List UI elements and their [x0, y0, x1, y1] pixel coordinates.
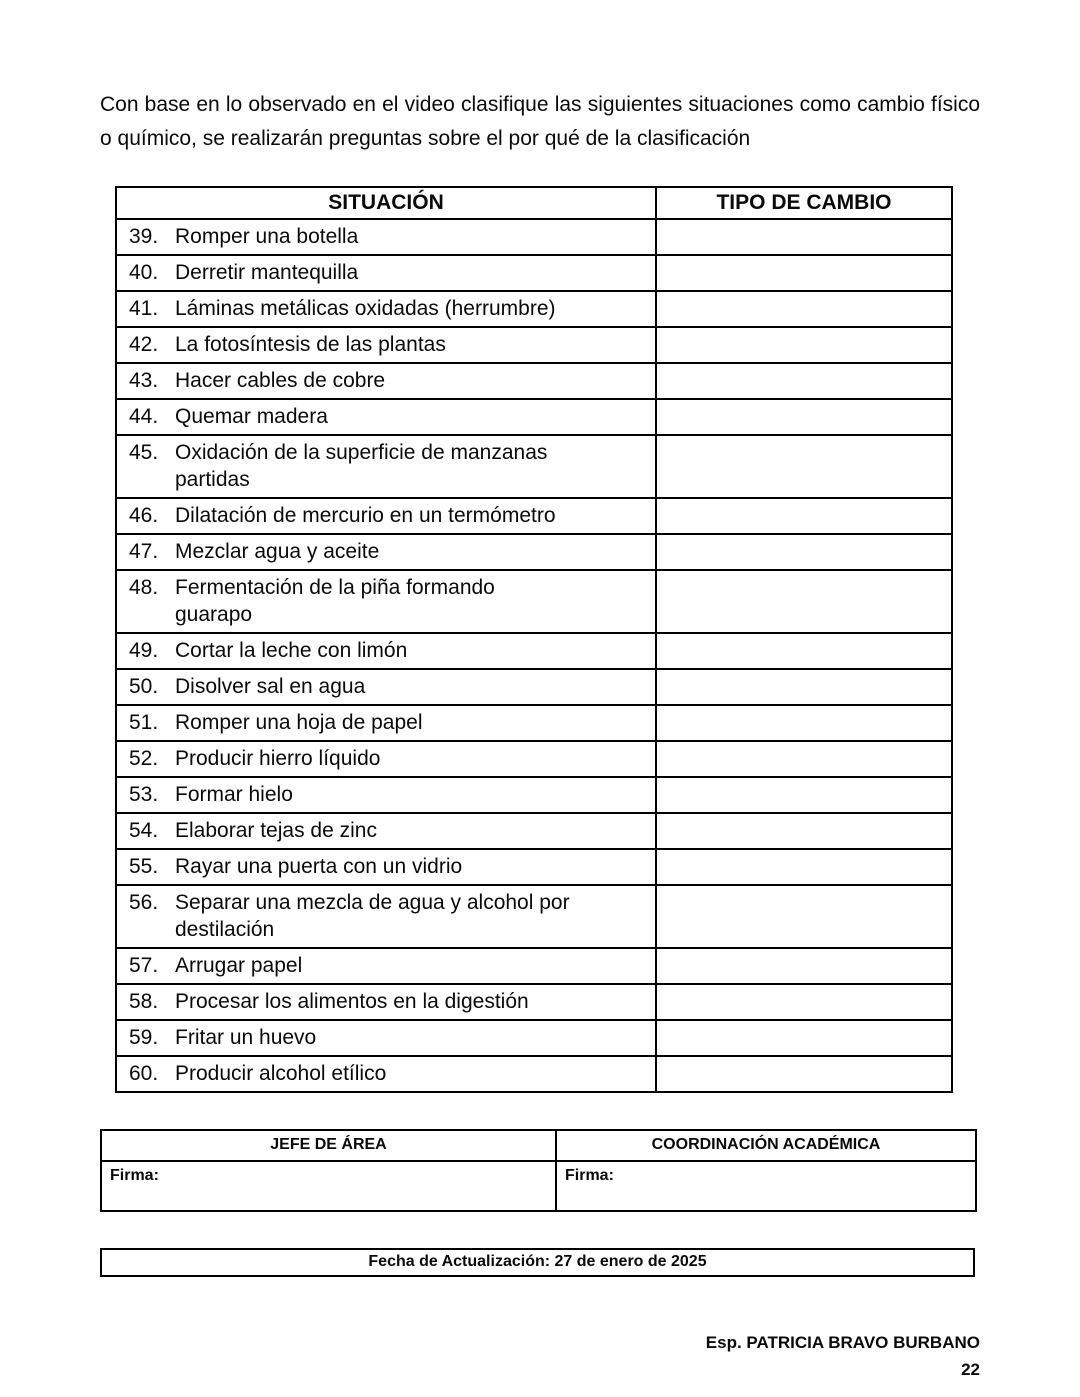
table-row [116, 741, 952, 777]
row-number: 47. [129, 540, 159, 563]
row-number: 50. [129, 675, 159, 698]
signature-header-jefe-de-area: JEFE DE ÁREA [101, 1130, 556, 1161]
table-row [116, 327, 952, 363]
row-text: Fermentación de la piña formando guarapo [175, 576, 495, 626]
row-number: 44. [129, 405, 159, 428]
footer-author: Esp. PATRICIA BRAVO BURBANO [705, 1333, 980, 1352]
situations-table [115, 186, 953, 1093]
situation-cell [116, 1056, 656, 1092]
table-row [116, 777, 952, 813]
row-number: 55. [129, 855, 159, 878]
row-number: 49. [129, 639, 159, 662]
situation-cell [116, 435, 656, 498]
firma-cell-coordinacion [556, 1161, 976, 1211]
row-text: Disolver sal en agua [175, 675, 366, 698]
situation-cell [116, 984, 656, 1020]
row-text: Mezclar agua y aceite [175, 540, 380, 563]
row-number: 60. [129, 1062, 159, 1085]
intro-paragraph: Con base en lo observado en el video clasifique las siguientes situaciones como cambio físico o químico, se realizarán preguntas sobre el por qué de la clasificación [100, 93, 980, 150]
row-text: Producir hierro líquido [175, 747, 381, 770]
row-text: Producir alcohol etílico [175, 1062, 387, 1085]
tipo-de-cambio-cell [656, 849, 952, 885]
tipo-de-cambio-cell [656, 534, 952, 570]
signature-firma-row [101, 1161, 976, 1211]
row-text: Arrugar papel [175, 954, 303, 977]
row-text: Elaborar tejas de zinc [175, 819, 377, 842]
table-row [116, 705, 952, 741]
row-number: 46. [129, 504, 159, 527]
situation-cell [116, 291, 656, 327]
table-row [116, 399, 952, 435]
row-number: 53. [129, 783, 159, 806]
tipo-de-cambio-cell [656, 984, 952, 1020]
table-row [116, 363, 952, 399]
row-number: 41. [129, 297, 159, 320]
footer-page-number: 22 [961, 1360, 980, 1379]
situation-cell [116, 741, 656, 777]
table-row [116, 813, 952, 849]
row-text: Romper una botella [175, 225, 359, 248]
tipo-de-cambio-cell [656, 1056, 952, 1092]
situation-cell [116, 777, 656, 813]
row-number: 59. [129, 1026, 159, 1049]
signature-table [100, 1129, 977, 1212]
table-row [116, 219, 952, 255]
row-text: Romper una hoja de papel [175, 711, 423, 734]
tipo-de-cambio-cell [656, 399, 952, 435]
table-row [116, 291, 952, 327]
tipo-de-cambio-cell [656, 219, 952, 255]
situation-cell [116, 219, 656, 255]
table-row [116, 984, 952, 1020]
tipo-de-cambio-cell [656, 777, 952, 813]
row-number: 58. [129, 990, 159, 1013]
tipo-de-cambio-cell [656, 327, 952, 363]
tipo-de-cambio-cell [656, 669, 952, 705]
row-text: Hacer cables de cobre [175, 369, 386, 392]
table-row [116, 498, 952, 534]
row-number: 51. [129, 711, 159, 734]
row-text: Rayar una puerta con un vidrio [175, 855, 463, 878]
firma-label: Firma: [110, 1167, 159, 1184]
tipo-de-cambio-cell [656, 813, 952, 849]
situation-cell [116, 1020, 656, 1056]
update-date-bar: Fecha de Actualización: 27 de enero de 2025 [100, 1248, 975, 1277]
firma-cell-jefe [101, 1161, 556, 1211]
row-text: Formar hielo [175, 783, 293, 806]
page-footer [100, 1329, 980, 1383]
tipo-de-cambio-cell [656, 885, 952, 948]
table-row [116, 435, 952, 498]
table-row [116, 948, 952, 984]
table-header-row [116, 187, 952, 219]
tipo-de-cambio-cell [656, 948, 952, 984]
table-row [116, 669, 952, 705]
row-text: Derretir mantequilla [175, 261, 359, 284]
column-header-tipo-de-cambio: TIPO DE CAMBIO [656, 187, 952, 219]
signature-header-coordinacion-academica: COORDINACIÓN ACADÉMICA [556, 1130, 976, 1161]
situation-cell [116, 948, 656, 984]
situation-cell [116, 633, 656, 669]
tipo-de-cambio-cell [656, 705, 952, 741]
row-text: Oxidación de la superficie de manzanas partidas [175, 441, 548, 491]
row-text: Fritar un huevo [175, 1026, 317, 1049]
row-text: Procesar los alimentos en la digestión [175, 990, 529, 1013]
tipo-de-cambio-cell [656, 291, 952, 327]
tipo-de-cambio-cell [656, 1020, 952, 1056]
situation-cell [116, 705, 656, 741]
tipo-de-cambio-cell [656, 435, 952, 498]
row-number: 56. [129, 891, 159, 914]
situation-cell [116, 570, 656, 633]
situation-cell [116, 255, 656, 291]
table-row [116, 255, 952, 291]
tipo-de-cambio-cell [656, 363, 952, 399]
tipo-de-cambio-cell [656, 633, 952, 669]
signature-header-row [101, 1130, 976, 1161]
row-number: 43. [129, 369, 159, 392]
situation-cell [116, 849, 656, 885]
row-number: 48. [129, 576, 159, 599]
situations-tbody [116, 219, 952, 1092]
row-number: 39. [129, 225, 159, 248]
table-row [116, 534, 952, 570]
situation-cell [116, 498, 656, 534]
table-row [116, 633, 952, 669]
row-text: Dilatación de mercurio en un termómetro [175, 504, 556, 527]
situation-cell [116, 399, 656, 435]
table-row [116, 570, 952, 633]
situation-cell [116, 813, 656, 849]
row-text: Láminas metálicas oxidadas (herrumbre) [175, 297, 556, 320]
table-row [116, 1020, 952, 1056]
situation-cell [116, 669, 656, 705]
situation-cell [116, 327, 656, 363]
row-number: 40. [129, 261, 159, 284]
situation-cell [116, 534, 656, 570]
firma-label: Firma: [565, 1167, 614, 1184]
tipo-de-cambio-cell [656, 255, 952, 291]
row-number: 57. [129, 954, 159, 977]
row-text: La fotosíntesis de las plantas [175, 333, 446, 356]
table-row [116, 1056, 952, 1092]
row-number: 52. [129, 747, 159, 770]
row-number: 45. [129, 441, 159, 464]
table-row [116, 885, 952, 948]
row-text: Cortar la leche con limón [175, 639, 408, 662]
row-text: Separar una mezcla de agua y alcohol por destilación [175, 891, 570, 941]
tipo-de-cambio-cell [656, 741, 952, 777]
tipo-de-cambio-cell [656, 498, 952, 534]
situation-cell [116, 885, 656, 948]
table-row [116, 849, 952, 885]
situation-cell [116, 363, 656, 399]
row-number: 42. [129, 333, 159, 356]
column-header-situacion: SITUACIÓN [116, 187, 656, 219]
row-number: 54. [129, 819, 159, 842]
row-text: Quemar madera [175, 405, 328, 428]
tipo-de-cambio-cell [656, 570, 952, 633]
